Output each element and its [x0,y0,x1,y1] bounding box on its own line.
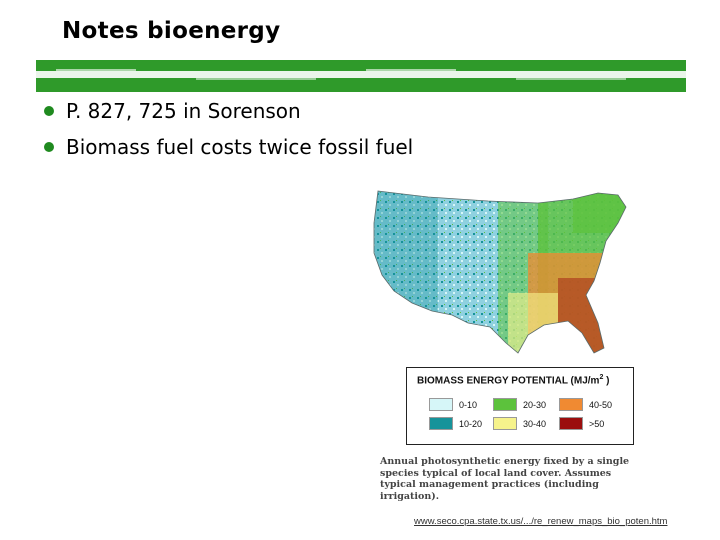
legend-label: 10-20 [459,418,483,429]
legend-item [493,398,546,411]
title-underline-bar [36,60,686,92]
legend-item [429,398,477,411]
bullet-item [44,93,413,129]
map-legend [406,367,634,445]
map-caption: Annual photosynthetic energy fixed by a single species typical of local land cover. Assumes typical management practices (including irrigation). [380,456,630,502]
bullet-dot-icon [44,106,54,116]
legend-item [493,417,546,430]
bullet-list [44,93,413,165]
legend-label: >50 [589,418,605,429]
legend-item [429,417,482,430]
bullet-text: P. 827, 725 in Sorenson [66,99,301,123]
legend-item [559,398,612,411]
legend-label: 30-40 [523,418,547,429]
legend-label: 20-30 [523,399,547,410]
legend-swatch-10-20 [429,417,453,430]
legend-item [559,417,604,430]
bullet-item [44,129,413,165]
legend-swatch-30-40 [493,417,517,430]
legend-swatch-gt-50 [559,417,583,430]
legend-swatch-40-50 [559,398,583,411]
slide-title: Notes bioenergy [62,18,281,44]
legend-label: 0-10 [459,399,478,410]
legend-label: 40-50 [589,399,613,410]
legend-swatch-20-30 [493,398,517,411]
source-link[interactable]: www.seco.cpa.state.tx.us/.../re_renew_maps_bio_poten.htm [414,516,668,527]
bullet-dot-icon [44,142,54,152]
legend-title: BIOMASS ENERGY POTENTIAL ($MJ/m^2$ ) [417,374,610,387]
legend-swatch-0-10 [429,398,453,411]
bullet-text: Biomass fuel costs twice fossil fuel [66,135,414,159]
us-biomass-map [368,183,630,363]
